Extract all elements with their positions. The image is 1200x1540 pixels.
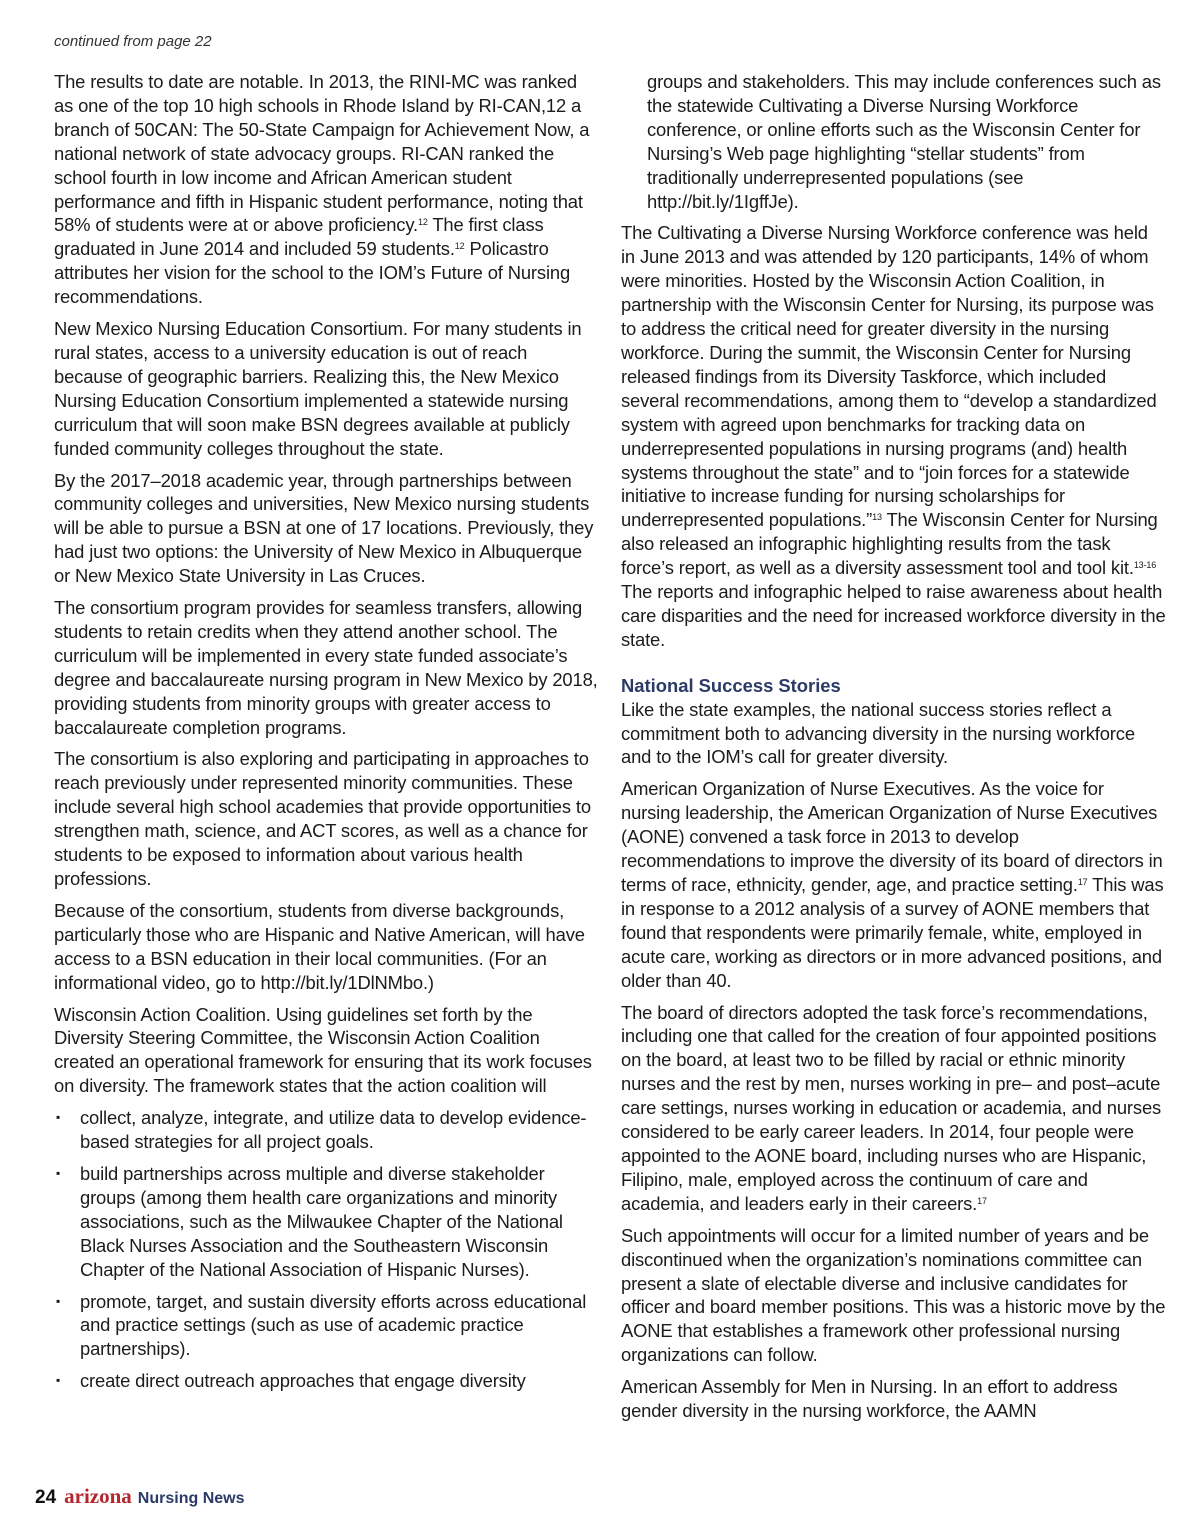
list-item: ▪ create direct outreach approaches that engage diversity: [56, 1370, 526, 1392]
bullet-icon: ▪: [56, 1110, 61, 1125]
bullet-icon: ▪: [56, 1165, 61, 1180]
citation: 12: [454, 241, 465, 252]
paragraph-nm-access: Because of the consortium, students from diverse backgrounds, particularly those who are Hispanic and Native American, will have access to a BSN education in their local communities. (For an informational video, go to http://bit.ly/1DlNMbo.): [54, 899, 585, 993]
list-item: ▪ collect, analyze, integrate, and utilize data to develop evidence-based strategies for all project goals.: [56, 1107, 587, 1153]
paragraph-nm-consortium: New Mexico Nursing Education Consortium. For many students in rural states, access to a university education is out of reach because of geographic barriers. Realizing this, the New Mexico Nursing Education Consortium implemented a statewide nursing curriculum that will soon make BSN degrees available at publicly funded community colleges throughout the state.: [54, 318, 582, 459]
bullet-icon: ▪: [56, 1373, 61, 1388]
coalition-bullet-list: [54, 1106, 600, 1393]
paragraph-aamn: American Assembly for Men in Nursing. In an effort to address gender diversity in the nursing workforce, the AAMN: [621, 1376, 1118, 1422]
continued-note: continued from page 22: [54, 33, 212, 50]
paragraph-appointments: Such appointments will occur for a limited number of years and be discontinued when the organization’s nominations committee can present a slate of electable diverse and inclusive candidates for officer and board member positions. This was a historic move by the AONE that establishes a framework other professional nursing organizations can follow.: [621, 1224, 1166, 1366]
left-column: [54, 70, 600, 1401]
paragraph-rini-results: The results to date are notable. In 2013, the RINI-MC was ranked as one of the top 10 high schools in Rhode Island by RI-CAN,12 a branch of 50CAN: The 50-State Campaign for Achievement Now, a national network of state advocacy groups. RI-CAN ranked the school fourth in low income and African American student performance and fifth in Hispanic student performance, noting that 58% of students were at or above proficiency.$^{12}$ The first class graduated in June 2014 and included 59 students.$^{12}$ Policastro attributes her vision for the school to the IOM’s Future of Nursing recommendations.: [54, 71, 590, 308]
publication-name: Nursing News: [137, 1490, 245, 1507]
paragraph-nm-transfers: The consortium program provides for seamless transfers, allowing students to retain credits when they attend another school. The curriculum will be implemented in every state funded associate’s degree and baccalaureate nursing program in New Mexico by 2018, providing students from minority groups with greater access to baccalaureate completion programs.: [54, 597, 598, 738]
citation: 13: [872, 512, 882, 523]
paragraph-national-intro: Like the state examples, the national success stories reflect a commitment both to advancing diversity in the nursing workforce and to the IOM’s call for greater diversity.: [621, 698, 1135, 768]
paragraph-wisconsin-coalition: Wisconsin Action Coalition. Using guidelines set forth by the Diversity Steering Committee, the Wisconsin Action Coalition created an operational framework for ensuring that its work focuses on diversity. The framework states that the action coalition will: [54, 1003, 592, 1097]
bullet-icon: ▪: [56, 1293, 61, 1308]
page-number: 24: [35, 1487, 57, 1508]
list-item: ▪ promote, target, and sustain diversity efforts across educational and practice settings (such as use of academic practice partnerships).: [56, 1290, 587, 1360]
paragraph-conference: The Cultivating a Diverse Nursing Workforce conference was held in June 2013 and was attended by 120 participants, 14% of whom were minorities. Hosted by the Wisconsin Action Coalition, in partnership with the Wisconsin Center for Nursing, its purpose was to address the critical need for greater diversity in the nursing workforce. During the summit, the Wisconsin Center for Nursing released findings from its Diversity Taskforce, which included several recommendations, among them to “develop a standardized system with agreed upon benchmarks for tracking data on underrepresented populations in nursing programs (and) health systems throughout the state” and to “join forces for a statewide initiative to increase funding for nursing scholarships for underrepresented populations.”$^{13}$ The Wisconsin Center for Nursing also released an infographic highlighting results from the task force’s report, as well as a diversity assessment tool and tool kit.$^{13-16}$ The reports and infographic helped to raise awareness about health care disparities and the need for increased workforce diversity in the state.: [621, 222, 1166, 650]
paragraph-aone-board: The board of directors adopted the task force’s recommendations, including one that called for the creation of four appointed positions on the board, at least two to be filled by racial or ethnic minority nurses and the rest by men, nurses working in pre– and post–acute care settings, nurses working in education or academia, and nurses considered to be early career leaders. In 2014, four people were appointed to the AONE board, including nurses who are Hispanic, Filipino, male, employed across the continuum of care and academia, and leaders early in their careers.$^{17}$: [621, 1001, 1162, 1214]
citation: 17: [977, 1195, 987, 1206]
paragraph-aone-taskforce: American Organization of Nurse Executives. As the voice for nursing leadership, the American Organization of Nurse Executives (AONE) convened a task force in 2013 to develop recommendations to improve the diversity of its board of directors in terms of race, ethnicity, gender, age, and practice setting.$^{17}$ This was in response to a 2012 analysis of a survey of AONE members that found that respondents were primarily female, white, employed in acute care, working as directors or in more advanced positions, and older than 40.: [621, 778, 1164, 991]
paragraph-nm-outreach: The consortium is also exploring and participating in approaches to reach previously under represented minority communities. These include several high school academies that provide opportunities to strengthen math, science, and ACT scores, as well as a chance for students to be exposed to information about various health professions.: [54, 748, 591, 889]
citation: 13-16: [1133, 560, 1157, 571]
publication-logo: arizona: [64, 1484, 132, 1508]
section-heading: National Success Stories: [621, 674, 841, 696]
list-item: ▪ build partnerships across multiple and diverse stakeholder groups (among them health care organizations and minority associations, such as the Milwaukee Chapter of the National Black Nurses Association and the Southeastern Wisconsin Chapter of the National Association of Hispanic Nurses).: [56, 1162, 563, 1280]
citation: 17: [1077, 877, 1088, 887]
citation: 12: [418, 217, 428, 228]
bullet-continuation: groups and stakeholders. This may include conferences such as the statewide Cultivating a Diverse Nursing Workforce conference, or online efforts such as the Wisconsin Center for Nursing’s Web page highlighting “stellar students” from traditionally underrepresented populations (see http://bit.ly/1IgffJe).: [647, 71, 1161, 212]
paragraph-nm-locations: By the 2017–2018 academic year, through partnerships between community colleges and universities, New Mexico nursing students will be able to pursue a BSN at one of 17 locations. Previously, they had just two options: the University of New Mexico in Albuquerque or New Mexico State University in Las Cruces.: [54, 469, 594, 587]
page-footer: [35, 1484, 244, 1508]
right-column: [621, 70, 1166, 1431]
